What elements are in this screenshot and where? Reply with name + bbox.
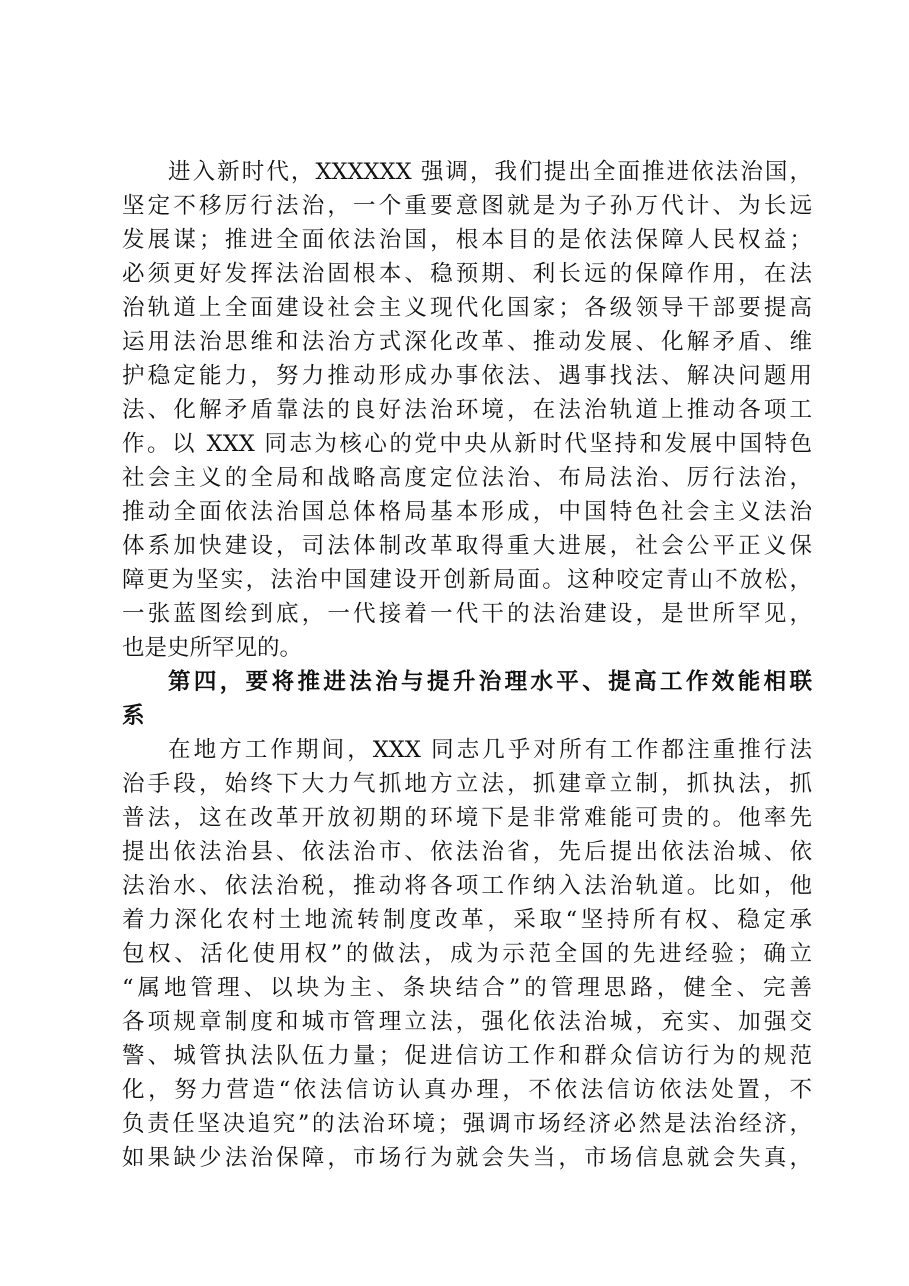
text-line: 护稳定能力，努力推动形成办事依法、遇事找法、解决问题用 (122, 363, 812, 389)
section-heading (122, 665, 812, 733)
paragraph-rule-of-law-new-era (122, 155, 812, 665)
document-body (122, 155, 812, 1175)
text-line: 坚定不移厉行法治，一个重要意图就是为子孙万代计、为长远 (122, 193, 812, 219)
text-line: 各项规章制度和城市管理立法，强化依法治城，充实、加强交 (122, 1009, 812, 1035)
text-line: 治手段，始终下大力气抓地方立法，抓建章立制，抓执法，抓 (122, 771, 812, 797)
text-line: 提出依法治县、依法治市、依法治省，先后提出依法治城、依 (122, 839, 812, 865)
text-line: 进入新时代，XXXXXX 强调，我们提出全面推进依法治国， (168, 159, 812, 185)
text-line: 社会主义的全局和战略高度定位法治、布局法治、厉行法治， (122, 465, 812, 491)
text-line: 法、化解矛盾靠法的良好法治环境，在法治轨道上推动各项工 (122, 397, 812, 423)
text-line: 体系加快建设，司法体制改革取得重大进展，社会公平正义保 (122, 533, 812, 559)
text-line: 着力深化农村土地流转制度改革，采取“坚持所有权、稳定承 (122, 907, 812, 933)
text-line: “属地管理、以块为主、条块结合”的管理思路，健全、完善 (122, 975, 812, 1001)
text-line: 一张蓝图绘到底，一代接着一代干的法治建设，是世所罕见， (122, 601, 812, 627)
text-line: 化，努力营造“依法信访认真办理，不依法信访依法处置，不 (122, 1077, 812, 1103)
text-line: 负责任坚决追究”的法治环境；强调市场经济必然是法治经济， (122, 1111, 812, 1137)
text-line: 治轨道上全面建设社会主义现代化国家；各级领导干部要提高 (122, 295, 812, 321)
text-line: 作。以 XXX 同志为核心的党中央从新时代坚持和发展中国特色 (122, 431, 812, 457)
text-line: 在地方工作期间，XXX 同志几乎对所有工作都注重推行法 (168, 737, 812, 763)
text-line: 运用法治思维和法治方式深化改革、推动发展、化解矛盾、维 (122, 329, 812, 355)
text-line: 推动全面依法治国总体格局基本形成，中国特色社会主义法治 (122, 499, 812, 525)
text-line: 包权、活化使用权”的做法，成为示范全国的先进经验；确立 (122, 941, 812, 967)
paragraph-local-work (122, 733, 812, 1175)
text-line: 如果缺少法治保障，市场行为就会失当，市场信息就会失真， (122, 1145, 812, 1171)
text-line: 法治水、依法治税，推动将各项工作纳入法治轨道。比如，他 (122, 873, 812, 899)
text-line: 障更为坚实，法治中国建设开创新局面。这种咬定青山不放松， (122, 567, 812, 593)
text-line: 必须更好发挥法治固根本、稳预期、利长远的保障作用，在法 (122, 261, 812, 287)
text-line: 发展谋；推进全面依法治国，根本目的是依法保障人民权益； (122, 227, 812, 253)
text-line: 警、城管执法队伍力量；促进信访工作和群众信访行为的规范 (122, 1043, 812, 1069)
heading-line: 第四，要将推进法治与提升治理水平、提高工作效能相联 (168, 669, 812, 695)
text-line: 普法，这在改革开放初期的环境下是非常难能可贵的。他率先 (122, 805, 812, 831)
heading-line: 系 (122, 703, 145, 729)
text-line: 也是史所罕见的。 (122, 635, 303, 661)
